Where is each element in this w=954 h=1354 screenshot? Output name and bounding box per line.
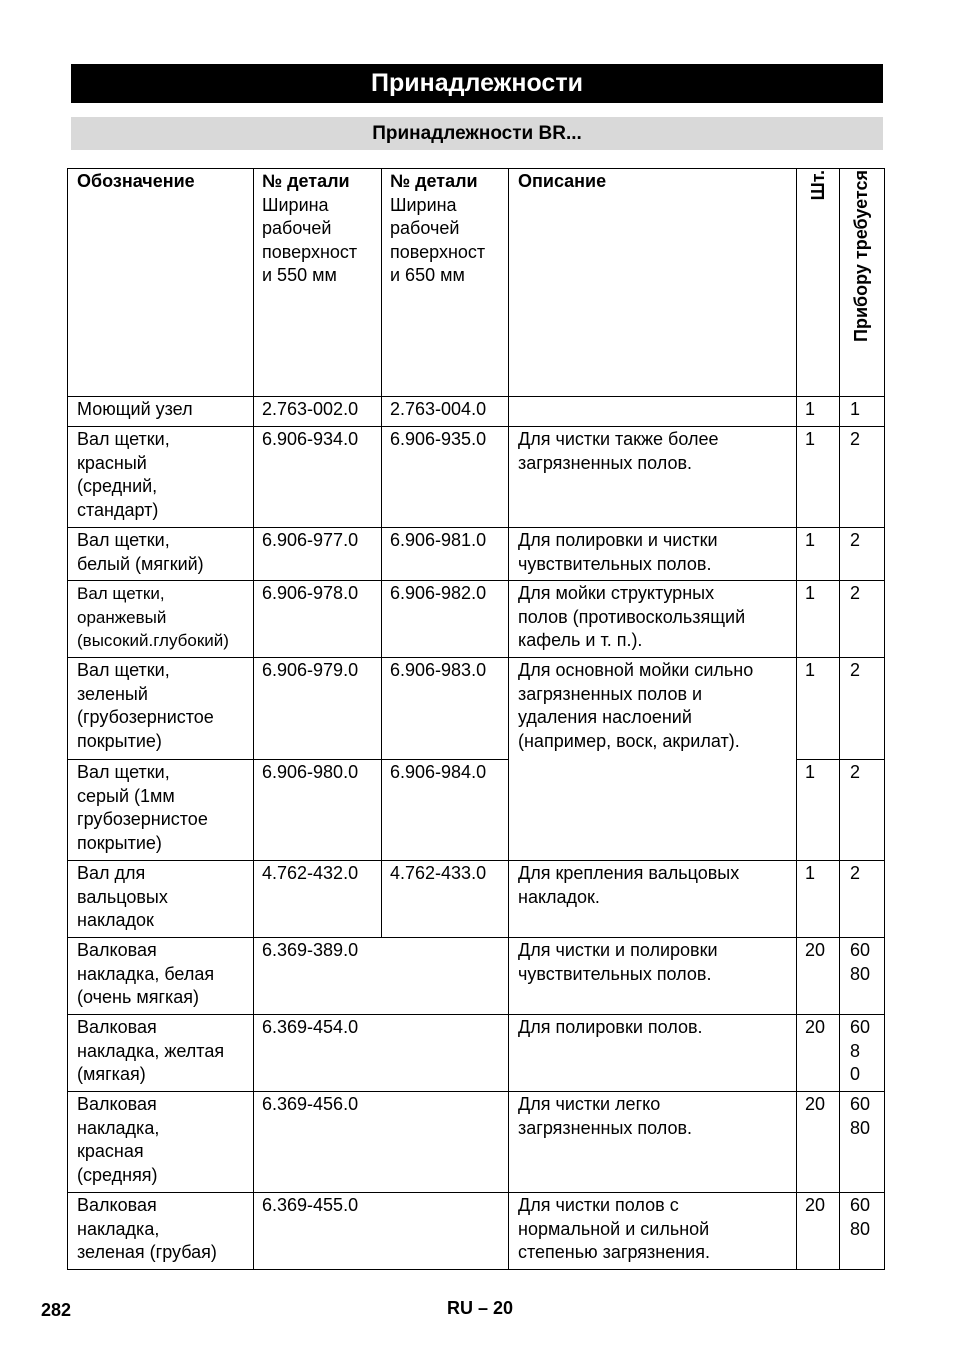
cell-designation: Валковая накладка, белая (очень мягкая) [68, 938, 254, 1015]
cell-required: 2 [840, 760, 885, 861]
cell-part-650: 6.906-983.0 [382, 658, 509, 760]
table-row [68, 1092, 885, 1193]
cell-part-number: 6.369-454.0 [254, 1015, 509, 1092]
header-part-650: № детали Ширина рабочей поверхност и 650 мм [382, 169, 509, 397]
cell-part-650: 2.763-004.0 [382, 397, 509, 427]
page-number: 282 [41, 1300, 72, 1320]
header-description: Описание [509, 169, 797, 397]
cell-qty: 1 [797, 397, 840, 427]
section-title: Принадлежности BR... [71, 117, 883, 150]
cell-qty: 1 [797, 427, 840, 528]
cell-part-650: 6.906-935.0 [382, 427, 509, 528]
header-required: Прибору требуется [840, 169, 885, 397]
cell-description: Для чистки и полировки чувствительных полов. [509, 938, 797, 1015]
table-row [68, 938, 885, 1015]
cell-part-650: 6.906-984.0 [382, 760, 509, 861]
cell-qty: 1 [797, 861, 840, 938]
table-row [68, 528, 885, 581]
table-header-row [68, 169, 885, 397]
header-qty: Шт. [797, 169, 840, 397]
cell-required: 60 8 0 [840, 1015, 885, 1092]
table-row [68, 658, 885, 760]
cell-description: Для основной мойки сильно загрязненных полов и удаления наслоений (например, воск, акрилат). [509, 658, 797, 861]
cell-part-550: 6.906-934.0 [254, 427, 382, 528]
cell-required: 60 80 [840, 938, 885, 1015]
table-row [68, 1015, 885, 1092]
cell-designation: Валковая накладка, желтая (мягкая) [68, 1015, 254, 1092]
cell-designation: Вал щетки, белый (мягкий) [68, 528, 254, 581]
cell-designation: Вал щетки, оранжевый (высокий.глубокий) [68, 581, 254, 658]
cell-description: Для чистки легко загрязненных полов. [509, 1092, 797, 1193]
cell-part-550: 6.906-980.0 [254, 760, 382, 861]
cell-qty: 1 [797, 528, 840, 581]
cell-description: Для полировки полов. [509, 1015, 797, 1092]
cell-designation: Вал для вальцовых накладок [68, 861, 254, 938]
cell-qty: 1 [797, 658, 840, 760]
cell-qty: 20 [797, 1015, 840, 1092]
table-row [68, 581, 885, 658]
language-page-label: RU – 20 [447, 1298, 514, 1318]
cell-required: 2 [840, 427, 885, 528]
cell-qty: 20 [797, 938, 840, 1015]
cell-required: 2 [840, 861, 885, 938]
cell-qty: 1 [797, 760, 840, 861]
cell-part-550: 6.906-977.0 [254, 528, 382, 581]
cell-part-550: 6.906-979.0 [254, 658, 382, 760]
cell-required: 60 80 [840, 1092, 885, 1193]
cell-designation: Моющий узел [68, 397, 254, 427]
cell-required: 2 [840, 528, 885, 581]
cell-qty: 1 [797, 581, 840, 658]
cell-qty: 20 [797, 1092, 840, 1193]
cell-designation: Вал щетки, серый (1мм грубозернистое покрытие) [68, 760, 254, 861]
table-row [68, 397, 885, 427]
cell-required: 1 [840, 397, 885, 427]
table-row [68, 1193, 885, 1270]
table-row [68, 427, 885, 528]
cell-description [509, 397, 797, 427]
cell-part-650: 4.762-433.0 [382, 861, 509, 938]
cell-designation: Вал щетки, красный (средний, стандарт) [68, 427, 254, 528]
cell-required: 2 [840, 658, 885, 760]
accessories-table [67, 168, 885, 1270]
cell-part-550: 6.906-978.0 [254, 581, 382, 658]
cell-designation: Валковая накладка, красная (средняя) [68, 1092, 254, 1193]
cell-description: Для крепления вальцовых накладок. [509, 861, 797, 938]
cell-part-number: 6.369-456.0 [254, 1092, 509, 1193]
cell-designation: Вал щетки, зеленый (грубозернистое покрытие) [68, 658, 254, 760]
cell-designation: Валковая накладка, зеленая (грубая) [68, 1193, 254, 1270]
cell-part-650: 6.906-982.0 [382, 581, 509, 658]
cell-description: Для чистки также более загрязненных полов. [509, 427, 797, 528]
cell-description: Для мойки структурных полов (противоскользящий кафель и т. п.). [509, 581, 797, 658]
table-row [68, 861, 885, 938]
cell-part-550: 4.762-432.0 [254, 861, 382, 938]
cell-part-550: 2.763-002.0 [254, 397, 382, 427]
cell-description: Для чистки полов с нормальной и сильной степенью загрязнения. [509, 1193, 797, 1270]
header-part-550: № детали Ширина рабочей поверхност и 550 мм [254, 169, 382, 397]
header-designation: Обозначение [68, 169, 254, 397]
cell-description: Для полировки и чистки чувствительных полов. [509, 528, 797, 581]
page-title: Принадлежности [71, 64, 883, 103]
cell-required: 2 [840, 581, 885, 658]
cell-part-number: 6.369-389.0 [254, 938, 509, 1015]
cell-part-650: 6.906-981.0 [382, 528, 509, 581]
cell-qty: 20 [797, 1193, 840, 1270]
cell-required: 60 80 [840, 1193, 885, 1270]
cell-part-number: 6.369-455.0 [254, 1193, 509, 1270]
